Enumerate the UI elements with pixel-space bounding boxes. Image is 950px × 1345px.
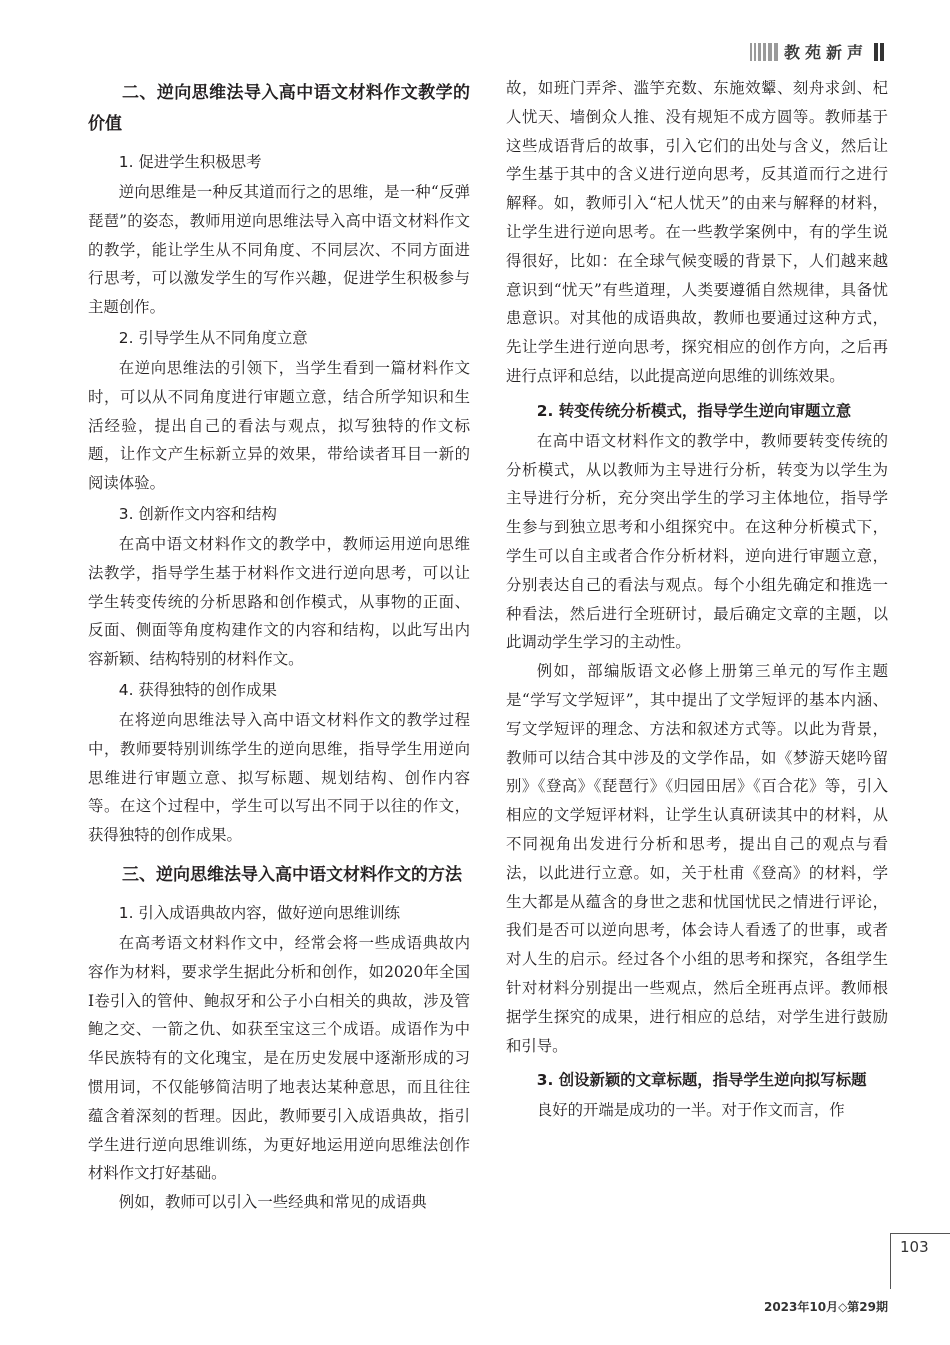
paragraph: 在将逆向思维法导入高中语文材料作文的教学过程中，教师要特别训练学生的逆向思维，指导学生用逆向思维进行审题立意、拟写标题、规划结构、创作内容等。在这个过程中，学生可以写出不同于以往的作文，获得独特的创作成果。 [88, 710, 470, 845]
subsection-heading: 3. 创设新颖的文章标题，指导学生逆向拟写标题 [536, 1071, 867, 1090]
paragraph: 例如，部编版语文必修上册第三单元的写作主题是“学写文学短评”，其中提出了文学短评的基本内涵、写文学短评的理念、方法和叙述方式等。以此为背景，教师可以结合其中涉及的文学作品，如《梦游天姥吟留别》《登高》《琵琶行》《归园田居》《百合花》等，引入相应的文学短评材料，让学生认真研读其中的材料，从不同视角出发进行分析和思考，提出自己的观点与看法，以此进行立意。如，关于杜甫《登高》的材料，学生大都是从蕴含的身世之悲和忧国忧民之情进行评论，我们是否可以逆向思考，体会诗人看透了的世事，或者对人生的启示。经过各个小组的思考和探究，各组学生针对材料分别提出一些观点，然后全班再点评。教师根据学生探究的成果，进行相应的总结，对学生进行鼓励和引导。 [506, 662, 888, 1055]
subsection-heading: 4. 获得独特的创作成果 [118, 680, 277, 699]
header-decor-bars-left [750, 43, 778, 61]
paragraph: 逆向思维是一种反其道而行之的思维，是一种“反弹琵琶”的姿态，教师用逆向思维法导入高中语文材料作文的教学，能让学生从不同角度、不同层次、不同方面进行思考，可以激发学生的写作兴趣，促进学生积极参与主题创作。 [88, 183, 470, 317]
page-number: 103 [900, 1238, 929, 1256]
header-decor-bars-right [874, 43, 884, 61]
paragraph-continued: 故，如班门弄斧、滥竽充数、东施效颦、刻舟求剑、杞人忧天、墙倒众人推、没有规矩不成方圆等。教师基于这些成语背后的故事，引入它们的出处与含义，然后让学生基于其中的含义进行逆向思考，反其道而行之进行解释。如，教师引入“杞人忧天”的由来与解释的材料，让学生进行逆向思考。在一些教学案例中，有的学生说得很好，比如：在全球气候变暖的背景下，人们越来越意识到“忧天”有些道理，人类要遵循自然规律，具备忧患意识。对其他的成语典故，教师也要通过这种方式，先让学生进行逆向思考，探究相应的创作方向，之后再进行点评和总结，以此提高逆向思维的训练效果。 [506, 79, 888, 385]
paragraph: 在高中语文材料作文的教学中，教师要转变传统的分析模式，从以教师为主导进行分析，转变为以学生为主导进行分析，充分突出学生的学习主体地位，指导学生参与到独立思考和小组探究中。在这种分析模式下，学生可以自主或者合作分析材料，逆向进行审题立意，分别表达自己的看法与观点。每个小组先确定和推选一种看法，然后进行全班研讨，最后确定文章的主题，以此调动学生学习的主动性。 [506, 431, 888, 652]
column-name: 教苑新声 [783, 43, 868, 62]
section-2-heading: 二、逆向思维法导入高中语文材料作文教学的价值 [88, 83, 470, 134]
subsection-heading: 3. 创新作文内容和结构 [118, 504, 277, 523]
paragraph: 例如，教师可以引入一些经典和常见的成语典 [118, 1193, 427, 1212]
subsection-heading: 2. 转变传统分析模式，指导学生逆向审题立意 [536, 401, 852, 420]
issue-info: 2023年10月◇第29期 [763, 1300, 888, 1314]
subsection-heading: 2. 引导学生从不同角度立意 [118, 328, 308, 347]
running-header [750, 40, 884, 63]
right-column [506, 74, 888, 1125]
paragraph: 良好的开端是成功的一半。对于作文而言，作 [536, 1101, 845, 1120]
paragraph: 在逆向思维法的引领下，当学生看到一篇材料作文时，可以从不同角度进行审题立意，结合所学知识和生活经验，提出自己的看法与观点，拟写独特的作文标题，让作文产生标新立异的效果，带给读者耳目一新的阅读体验。 [88, 358, 470, 493]
paragraph: 在高考语文材料作文中，经常会将一些成语典故内容作为材料，要求学生据此分析和创作，如2020年全国Ⅰ卷引入的管仲、鲍叔牙和公子小白相关的典故，涉及管鲍之交、一箭之仇、如获至宝这三个成语。成语作为中华民族特有的文化瑰宝，是在历史发展中逐渐形成的习惯用词，不仅能够简洁明了地表达某种意思，而且往往蕴含着深刻的哲理。因此，教师要引入成语典故，指引学生进行逆向思维训练，为更好地运用逆向思维法创作材料作文打好基础。 [88, 933, 470, 1183]
left-column [88, 74, 470, 1217]
subsection-heading: 1. 引入成语典故内容，做好逆向思维训练 [118, 903, 401, 922]
section-3-heading: 三、逆向思维法导入高中语文材料作文的方法 [122, 864, 462, 885]
paragraph: 在高中语文材料作文的教学中，教师运用逆向思维法教学，指导学生基于材料作文进行逆向思考，可以让学生转变传统的分析思路和创作模式，从事物的正面、反面、侧面等角度构建作文的内容和结构，以此写出内容新颖、结构特别的材料作文。 [88, 534, 470, 669]
subsection-heading: 1. 促进学生积极思考 [118, 153, 262, 171]
